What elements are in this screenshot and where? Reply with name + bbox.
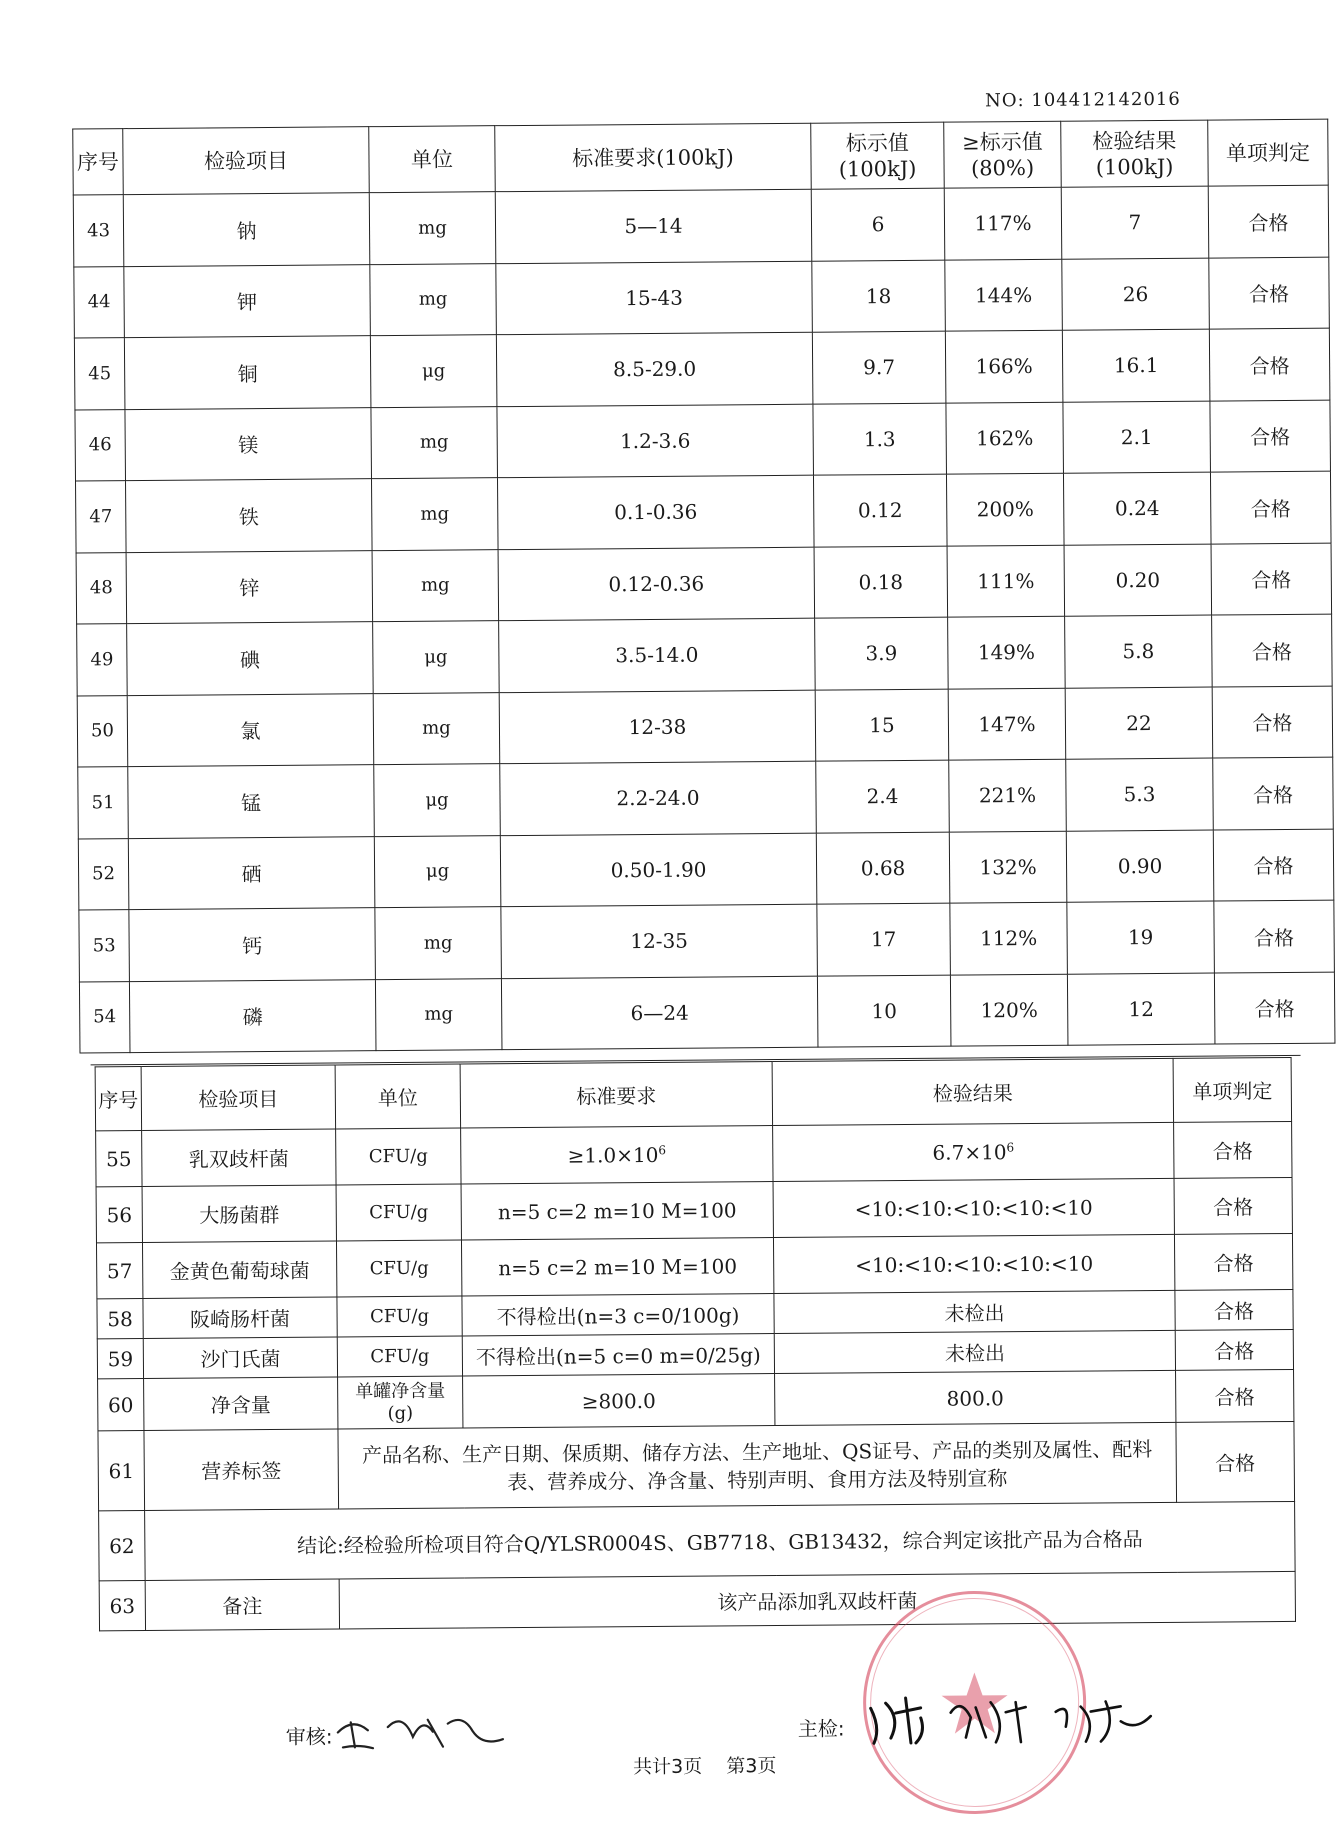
- row-label-value: 0.12: [813, 474, 947, 547]
- row-no: 54: [79, 981, 130, 1053]
- nutrient-table-header: [73, 119, 1328, 195]
- table-row: [96, 1233, 1292, 1298]
- reviewer-signature: [333, 1701, 513, 1757]
- row-standard: [461, 1182, 773, 1240]
- row-item: 氯: [127, 693, 374, 766]
- row-judgement: 合格: [1174, 1121, 1292, 1178]
- table-row: [79, 900, 1335, 981]
- standard-text: 不得检出(n=3 c=0/100g): [496, 1303, 740, 1330]
- row-standard: 12-35: [501, 904, 818, 978]
- row-percent: 162%: [946, 402, 1064, 474]
- row-standard: [461, 1238, 773, 1296]
- row-standard: 8.5-29.0: [496, 332, 813, 406]
- col-header-unit: 单位: [335, 1064, 460, 1129]
- row-standard: 0.50-1.90: [500, 833, 817, 907]
- row-result: 22: [1065, 687, 1213, 760]
- row-item: 钙: [129, 908, 376, 981]
- row-standard: 3.5-14.0: [499, 618, 816, 692]
- row-no: 60: [98, 1378, 144, 1430]
- row-label-value: 1.3: [813, 403, 947, 476]
- row-standard: [463, 1374, 775, 1428]
- table-row: [98, 1369, 1294, 1430]
- row-no: 51: [78, 767, 129, 839]
- col-header-label-value: 标示值 (100kJ): [811, 122, 945, 189]
- row-result: 19: [1067, 901, 1215, 974]
- row-label-value: 0.68: [816, 832, 950, 905]
- table-row: [74, 328, 1330, 409]
- row-result: 26: [1062, 258, 1210, 331]
- row-result: [773, 1234, 1174, 1293]
- row-no: 47: [76, 481, 127, 553]
- col-header-no: 序号: [73, 129, 124, 195]
- row-label-value: 0.18: [814, 546, 948, 619]
- row-item: 阪崎肠杆菌: [143, 1297, 337, 1339]
- standard-text: ≥1.0×10: [567, 1142, 659, 1168]
- row-no: 59: [97, 1338, 143, 1378]
- row-standard: 0.1-0.36: [497, 475, 814, 549]
- row-judgement: 合格: [1212, 686, 1333, 758]
- row-standard: 1.2-3.6: [497, 404, 814, 478]
- col-header-result: 检验结果: [772, 1058, 1173, 1125]
- row-item: 沙门氏菌: [143, 1337, 337, 1379]
- row-unit: mg: [371, 478, 498, 550]
- remarks-row: [99, 1571, 1295, 1630]
- table-row: [75, 400, 1331, 481]
- standard-text: 不得检出(n=5 c=0 m=0/25g): [475, 1343, 761, 1370]
- row-result: 0.20: [1064, 544, 1212, 617]
- col-header-standard: 标准要求(100kJ): [495, 123, 812, 191]
- standard-text: ≥800.0: [581, 1388, 656, 1414]
- row-standard: [462, 1294, 774, 1336]
- row-unit: CFU/g: [337, 1296, 462, 1337]
- row-judgement: 合格: [1214, 972, 1335, 1044]
- row-label-value: 10: [817, 975, 951, 1048]
- row-result: 0.24: [1063, 472, 1211, 545]
- remarks-label: 备注: [145, 1579, 339, 1631]
- result-text: <10:<10:<10:<10:<10: [854, 1195, 1093, 1221]
- row-standard: 15-43: [496, 261, 813, 335]
- row-judgement: 合格: [1174, 1177, 1292, 1234]
- row-no: 63: [99, 1580, 145, 1630]
- chief-inspector-label: 主检:: [797, 1716, 845, 1741]
- row-judgement: 合格: [1209, 257, 1330, 329]
- table-row: [76, 471, 1332, 552]
- row-unit: mg: [371, 406, 498, 478]
- row-standard: 12-38: [499, 690, 816, 764]
- row-unit: μg: [374, 764, 501, 836]
- row-no: 55: [96, 1130, 142, 1186]
- row-unit: mg: [375, 978, 502, 1050]
- row-result: 5.3: [1066, 758, 1214, 831]
- result-exponent: 6: [1006, 1139, 1015, 1155]
- table-row: [76, 543, 1332, 624]
- table-row: [98, 1421, 1295, 1510]
- row-percent: 112%: [950, 902, 1068, 974]
- row-item: 钾: [124, 264, 371, 337]
- row-unit: mg: [370, 263, 497, 335]
- row-no: 44: [74, 266, 125, 338]
- document-number: NO: 104412142016: [984, 88, 1181, 112]
- row-label-value: 6: [811, 188, 945, 261]
- row-item: 碘: [127, 622, 374, 695]
- row-no: 61: [98, 1430, 145, 1510]
- row-no: 52: [78, 838, 129, 910]
- table-row: [96, 1177, 1292, 1242]
- row-result: [775, 1370, 1176, 1425]
- conclusion-row: [99, 1501, 1296, 1580]
- row-no: 50: [77, 695, 128, 767]
- row-item: 乳双歧杆菌: [142, 1129, 336, 1187]
- row-unit: mg: [369, 192, 496, 264]
- table-row: [73, 185, 1329, 266]
- result-text: 未检出: [944, 1301, 1005, 1326]
- row-result: 7: [1061, 186, 1209, 259]
- table-row: [74, 257, 1330, 338]
- row-item: 营养标签: [144, 1429, 339, 1511]
- row-judgement: 合格: [1176, 1369, 1294, 1422]
- row-result: [773, 1178, 1174, 1237]
- row-percent: 221%: [949, 759, 1067, 831]
- row-result: 5.8: [1065, 615, 1213, 688]
- row-unit: CFU/g: [337, 1336, 462, 1377]
- row-judgement: 合格: [1209, 328, 1330, 400]
- row-standard: 5—14: [495, 189, 812, 263]
- row-no: 57: [96, 1242, 142, 1298]
- row-judgement: 合格: [1213, 829, 1334, 901]
- row-no: 53: [79, 910, 130, 982]
- microbe-table-header: [95, 1057, 1291, 1130]
- row-judgement: 合格: [1213, 757, 1334, 829]
- row-no: 62: [99, 1510, 146, 1580]
- row-percent: 149%: [948, 616, 1066, 688]
- col-header-standard: 标准要求: [460, 1062, 772, 1128]
- col-header-judgement: 单项判定: [1173, 1057, 1291, 1122]
- row-no: 48: [76, 552, 127, 624]
- nutrient-table: [72, 119, 1335, 1054]
- result-text: 800.0: [946, 1385, 1004, 1411]
- nutrition-label-requirements: 产品名称、生产日期、保质期、储存方法、生产地址、QS证号、产品的类别及属性、配料表、营养成分、净含量、特别声明、食用方法及特别宣称: [338, 1422, 1177, 1509]
- row-percent: 147%: [948, 688, 1066, 760]
- table-row: [78, 757, 1334, 838]
- row-percent: 144%: [945, 259, 1063, 331]
- row-result: [773, 1122, 1174, 1181]
- row-no: 56: [96, 1186, 142, 1242]
- conclusion-text: 结论:经检验所检项目符合Q/YLSR0004S、GB7718、GB13432，综合判定该批产品为合格品: [145, 1501, 1296, 1580]
- row-percent: 200%: [946, 473, 1064, 545]
- col-header-no: 序号: [95, 1066, 142, 1130]
- row-judgement: 合格: [1210, 400, 1331, 472]
- col-header-item: 检验项目: [123, 127, 370, 195]
- row-item: 钠: [123, 193, 370, 266]
- row-unit: CFU/g: [336, 1128, 461, 1185]
- row-judgement: 合格: [1174, 1233, 1292, 1290]
- row-unit: CFU/g: [336, 1240, 461, 1297]
- row-item: 磷: [129, 979, 376, 1052]
- standard-exponent: 6: [658, 1142, 667, 1157]
- microbe-table: [95, 1057, 1296, 1631]
- row-result: 0.90: [1066, 830, 1214, 903]
- result-text: 6.7×10: [932, 1139, 1007, 1165]
- row-no: 46: [75, 409, 126, 481]
- row-unit: μg: [373, 621, 500, 693]
- row-unit: mg: [373, 692, 500, 764]
- row-standard: 6—24: [501, 976, 818, 1050]
- col-header-percent: ≥标示值 (80%): [944, 121, 1062, 188]
- row-percent: 111%: [947, 545, 1065, 617]
- row-unit: 单罐净含量 (g): [338, 1376, 463, 1429]
- col-header-item: 检验项目: [141, 1065, 335, 1131]
- row-item: 金黄色葡萄球菌: [142, 1241, 336, 1299]
- row-item: 硒: [128, 836, 375, 909]
- row-item: 锌: [126, 550, 373, 623]
- row-label-value: 3.9: [815, 617, 949, 690]
- row-item: 镁: [125, 407, 372, 480]
- row-standard: [462, 1334, 774, 1376]
- table-row: [77, 614, 1333, 695]
- row-result: 2.1: [1063, 401, 1211, 474]
- row-result: 12: [1067, 973, 1215, 1046]
- row-unit: mg: [375, 907, 502, 979]
- row-result: [774, 1290, 1175, 1333]
- table-row: [77, 686, 1333, 767]
- row-judgement: 合格: [1176, 1421, 1295, 1502]
- row-percent: 166%: [945, 330, 1063, 402]
- row-unit: μg: [370, 335, 497, 407]
- row-judgement: 合格: [1210, 471, 1331, 543]
- table-row: [96, 1121, 1292, 1186]
- col-header-judgement: 单项判定: [1208, 119, 1329, 186]
- remarks-text: 该产品添加乳双歧杆菌: [339, 1571, 1295, 1629]
- row-judgement: 合格: [1208, 185, 1329, 257]
- row-no: 43: [73, 195, 124, 267]
- row-unit: mg: [372, 549, 499, 621]
- reviewer-label: 审核:: [285, 1724, 333, 1749]
- chief-inspector-signature: [866, 1686, 1167, 1753]
- row-item: 铁: [126, 479, 373, 552]
- row-item: 大肠菌群: [142, 1185, 336, 1243]
- result-text: 未检出: [944, 1341, 1005, 1366]
- row-judgement: 合格: [1175, 1329, 1293, 1370]
- row-standard: 2.2-24.0: [500, 761, 817, 835]
- row-standard: [461, 1126, 773, 1184]
- row-judgement: 合格: [1214, 900, 1335, 972]
- row-label-value: 9.7: [812, 331, 946, 404]
- row-label-value: 2.4: [816, 760, 950, 833]
- row-result: [774, 1330, 1175, 1373]
- row-judgement: 合格: [1212, 614, 1333, 686]
- row-no: 45: [74, 338, 125, 410]
- row-percent: 120%: [950, 974, 1068, 1046]
- row-standard: 0.12-0.36: [498, 547, 815, 621]
- standard-text: n=5 c=2 m=10 M=100: [497, 1197, 737, 1224]
- row-percent: 117%: [944, 187, 1062, 259]
- row-unit: CFU/g: [336, 1184, 461, 1241]
- row-item: 锰: [128, 765, 375, 838]
- table-row: [79, 972, 1335, 1053]
- row-label-value: 15: [815, 689, 949, 762]
- row-item: 铜: [124, 336, 371, 409]
- row-label-value: 18: [812, 260, 946, 333]
- page-footer: 共计3页 第3页: [633, 1755, 777, 1779]
- row-judgement: 合格: [1175, 1289, 1293, 1330]
- col-header-unit: 单位: [369, 126, 496, 193]
- row-percent: 132%: [949, 831, 1067, 903]
- row-result: 16.1: [1062, 329, 1210, 402]
- standard-text: n=5 c=2 m=10 M=100: [498, 1253, 738, 1280]
- table-row: [78, 829, 1334, 910]
- row-item: 净含量: [144, 1377, 338, 1431]
- row-no: 49: [77, 624, 128, 696]
- col-header-result: 检验结果 (100kJ): [1061, 120, 1209, 187]
- row-no: 58: [97, 1298, 143, 1338]
- row-unit: μg: [374, 835, 501, 907]
- row-label-value: 17: [817, 903, 951, 976]
- row-judgement: 合格: [1211, 543, 1332, 615]
- result-text: <10:<10:<10:<10:<10: [855, 1251, 1094, 1277]
